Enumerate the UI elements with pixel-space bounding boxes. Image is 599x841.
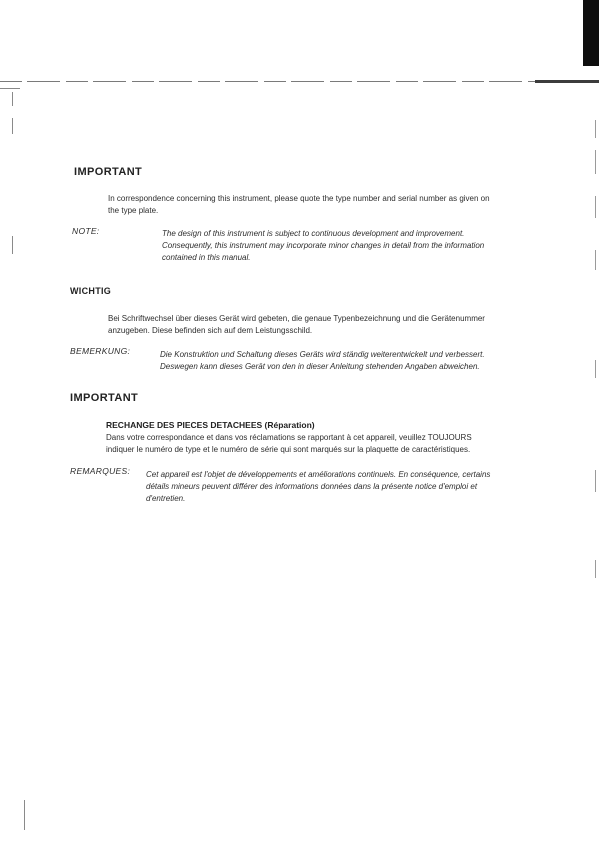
english-note [162,228,484,264]
text-line: In correspondence concerning this instrument, please quote the type number and serial number as given on [108,194,490,203]
english-note-label: NOTE: [72,226,100,236]
text-line: indiquer le numéro de type et le numéro de série qui sont marqués sur la plaquette de caractéristiques. [106,445,471,454]
text-line: Consequently, this instrument may incorporate minor changes in detail from the information [162,241,485,250]
text-line: détails mineurs peuvent différer des informations données dans la présente notice d'emploi et [146,482,478,491]
french-body [106,432,472,456]
french-note [146,469,490,505]
english-body [108,193,490,217]
german-note-label: BEMERKUNG: [70,346,131,356]
scan-fold-line-dark [535,80,599,83]
french-heading: IMPORTANT [70,392,139,404]
scan-tick-mark [0,88,20,89]
text-line: Die Konstruktion und Schaltung dieses Geräts wird ständig weiterentwickelt und verbessert. [160,350,485,359]
scan-margin-mark [595,360,596,378]
french-note-label: REMARQUES: [70,466,131,476]
text-line: Deswegen kann dieses Gerät von den in dieser Anleitung stehenden Angaben abweichen. [160,362,480,371]
scan-margin-mark [595,150,596,174]
scan-margin-mark [24,800,25,830]
text-line: the type plate. [108,206,159,215]
scan-fold-line [0,81,599,82]
scan-margin-mark [12,236,13,254]
scan-margin-mark [595,470,596,492]
text-line: d'entretien. [146,494,186,503]
scan-margin-mark [595,250,596,270]
text-line: Cet appareil est l'objet de développements et améliorations continuels. En conséquence, certains [146,470,491,479]
scan-margin-mark [12,118,13,134]
scan-margin-mark [595,560,596,578]
german-heading: WICHTIG [70,286,112,296]
scan-margin-mark [12,92,13,106]
scan-border-corner [583,0,599,66]
german-body [108,313,485,337]
text-line: Bei Schriftwechsel über dieses Gerät wird gebeten, die genaue Typenbezeichnung und die Gerätenummer [108,314,485,323]
text-line: contained in this manual. [162,253,251,262]
german-note [160,349,485,373]
scan-margin-mark [595,196,596,218]
french-subheading: RECHANGE DES PIECES DETACHEES (Réparation) [106,420,315,430]
english-heading: IMPORTANT [74,166,143,178]
text-line: The design of this instrument is subject to continuous development and improvement. [162,229,465,238]
text-line: Dans votre correspondance et dans vos réclamations se rapportant à cet appareil, veuillez TOUJOURS [106,433,472,442]
scan-margin-mark [595,120,596,138]
text-line: anzugeben. Diese befinden sich auf dem Leistungsschild. [108,326,313,335]
